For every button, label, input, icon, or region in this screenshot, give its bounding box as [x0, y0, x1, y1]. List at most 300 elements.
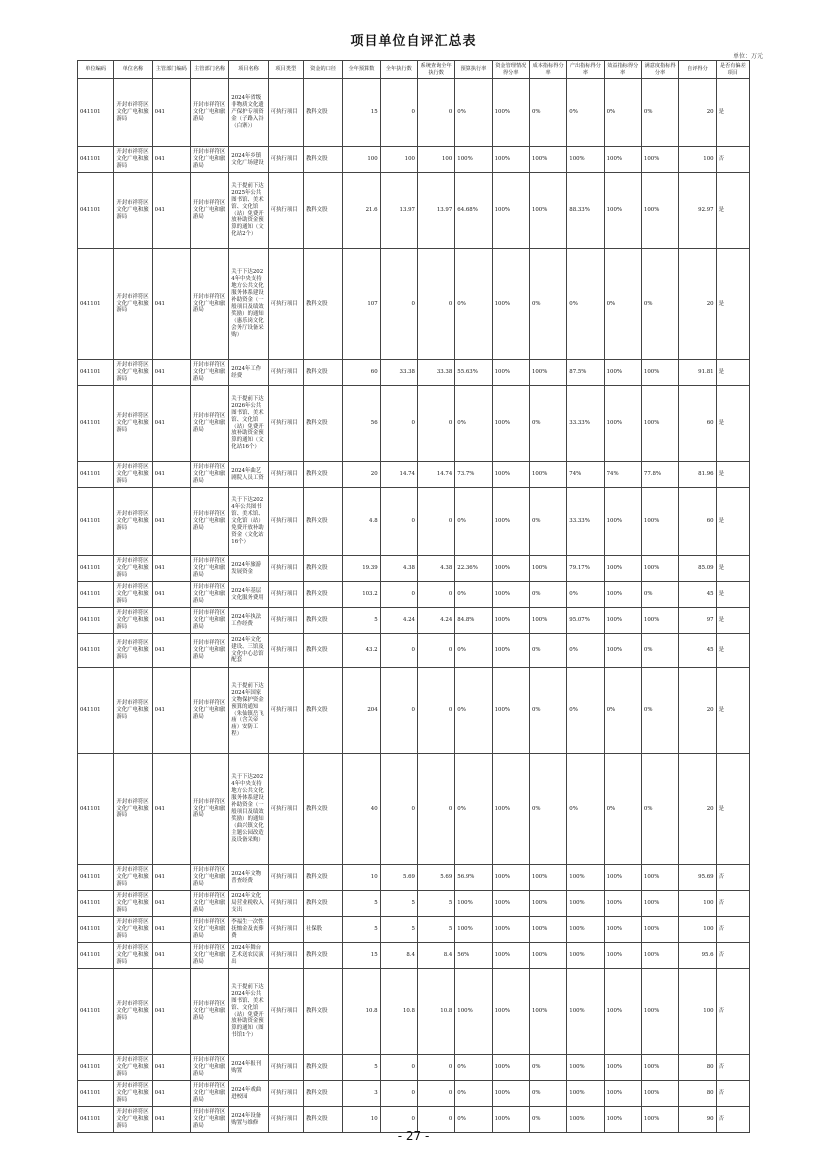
cell-deviation-flag: 是	[716, 754, 749, 865]
cell-dept-name: 开封市祥符区文化广电和旅游局	[190, 556, 228, 582]
cell-cost-rate: 0%	[529, 634, 566, 668]
cell-system-executed: 0	[417, 668, 454, 754]
cell-output-rate: 100%	[567, 917, 604, 943]
cell-benefit-rate: 100%	[604, 608, 641, 634]
cell-unit-name: 开封市祥符区文化广电和旅游局	[114, 634, 152, 668]
cell-dept-name: 开封市祥符区文化广电和旅游局	[190, 386, 228, 462]
cell-fund-scope: 教科文股	[303, 668, 342, 754]
cell-deviation-flag: 是	[716, 488, 749, 556]
cell-execution-rate: 0%	[455, 488, 492, 556]
cell-fund-mgmt-rate: 100%	[492, 488, 529, 556]
table-row	[78, 668, 750, 754]
cell-project-type: 可执行项目	[268, 582, 303, 608]
cell-project-type: 可执行项目	[268, 1055, 303, 1081]
cell-project-name: 李福生一次性抚恤金及丧葬费	[229, 917, 268, 943]
cell-dept-code: 041	[152, 634, 190, 668]
cell-annual-executed: 100	[380, 147, 417, 173]
cell-unit-code: 041101	[78, 79, 114, 147]
cell-deviation-flag: 是	[716, 79, 749, 147]
cell-fund-scope: 教科文股	[303, 608, 342, 634]
cell-unit-code: 041101	[78, 608, 114, 634]
cell-self-score: 95.6	[679, 943, 716, 969]
cell-unit-code: 041101	[78, 634, 114, 668]
cell-project-name: 关于下达2024年中央支持地方公共文化服务体系建设补助资金（一般项目及绩效奖励）的通知（曲兴镇文化主题公园改造及设备采购）	[229, 754, 268, 865]
cell-deviation-flag: 是	[716, 608, 749, 634]
cell-fund-mgmt-rate: 100%	[492, 917, 529, 943]
cell-annual-executed: 4.24	[380, 608, 417, 634]
cell-dept-name: 开封市祥符区文化广电和旅游局	[190, 943, 228, 969]
cell-execution-rate: 0%	[455, 249, 492, 360]
cell-unit-code: 041101	[78, 386, 114, 462]
cell-dept-code: 041	[152, 488, 190, 556]
cell-system-executed: 33.38	[417, 360, 454, 386]
cell-deviation-flag: 否	[716, 969, 749, 1055]
cell-self-score: 95.69	[679, 865, 716, 891]
header-project-name: 项目名称	[229, 61, 268, 79]
cell-fund-scope: 教科文股	[303, 556, 342, 582]
cell-unit-name: 开封市祥符区文化广电和旅游局	[114, 891, 152, 917]
cell-satisfaction-rate: 100%	[641, 556, 678, 582]
cell-output-rate: 33.33%	[567, 386, 604, 462]
cell-dept-code: 041	[152, 891, 190, 917]
cell-deviation-flag: 否	[716, 917, 749, 943]
cell-project-type: 可执行项目	[268, 943, 303, 969]
cell-annual-executed: 0	[380, 488, 417, 556]
table-row	[78, 969, 750, 1055]
cell-system-executed: 5.69	[417, 865, 454, 891]
cell-system-executed: 4.38	[417, 556, 454, 582]
cell-annual-executed: 0	[380, 582, 417, 608]
cell-fund-scope: 教科文股	[303, 969, 342, 1055]
cell-unit-name: 开封市祥符区文化广电和旅游局	[114, 386, 152, 462]
cell-annual-budget: 10.8	[343, 969, 380, 1055]
cell-unit-code: 041101	[78, 1107, 114, 1133]
cell-benefit-rate: 100%	[604, 360, 641, 386]
cell-benefit-rate: 100%	[604, 488, 641, 556]
cell-dept-code: 041	[152, 943, 190, 969]
cell-dept-name: 开封市祥符区文化广电和旅游局	[190, 969, 228, 1055]
cell-unit-name: 开封市祥符区文化广电和旅游局	[114, 147, 152, 173]
cell-system-executed: 5	[417, 917, 454, 943]
cell-self-score: 91.81	[679, 360, 716, 386]
cell-execution-rate: 0%	[455, 634, 492, 668]
cell-project-name: 2024年省级非物质文化遗产保护专项资金（子路入谷（白寨））	[229, 79, 268, 147]
table-row	[78, 1081, 750, 1107]
cell-annual-executed: 0	[380, 79, 417, 147]
cell-dept-code: 041	[152, 462, 190, 488]
cell-unit-name: 开封市祥符区文化广电和旅游局	[114, 943, 152, 969]
cell-project-name: 2024年乡镇文化广场建设	[229, 147, 268, 173]
cell-project-name: 2024年文化局营业税收入支出	[229, 891, 268, 917]
cell-execution-rate: 0%	[455, 386, 492, 462]
cell-project-type: 可执行项目	[268, 249, 303, 360]
cell-self-score: 92.97	[679, 173, 716, 249]
cell-dept-name: 开封市祥符区文化广电和旅游局	[190, 488, 228, 556]
cell-system-executed: 4.24	[417, 608, 454, 634]
unit-note: 单位：万元	[732, 53, 763, 60]
cell-cost-rate: 0%	[529, 754, 566, 865]
cell-project-type: 可执行项目	[268, 386, 303, 462]
cell-output-rate: 87.5%	[567, 360, 604, 386]
cell-cost-rate: 0%	[529, 249, 566, 360]
cell-self-score: 60	[679, 488, 716, 556]
cell-execution-rate: 100%	[455, 891, 492, 917]
cell-system-executed: 8.4	[417, 943, 454, 969]
cell-dept-code: 041	[152, 360, 190, 386]
cell-execution-rate: 100%	[455, 969, 492, 1055]
cell-system-executed: 0	[417, 1107, 454, 1133]
table-row	[78, 386, 750, 462]
cell-fund-scope: 社保股	[303, 917, 342, 943]
table-row	[78, 1055, 750, 1081]
cell-project-type: 可执行项目	[268, 1107, 303, 1133]
cell-cost-rate: 0%	[529, 1055, 566, 1081]
cell-deviation-flag: 是	[716, 668, 749, 754]
header-unit-name: 单位名称	[114, 61, 152, 79]
cell-satisfaction-rate: 0%	[641, 79, 678, 147]
cell-output-rate: 100%	[567, 147, 604, 173]
cell-unit-name: 开封市祥符区文化广电和旅游局	[114, 969, 152, 1055]
header-output-rate: 产出指标得分率	[567, 61, 604, 79]
cell-output-rate: 88.33%	[567, 173, 604, 249]
cell-project-name: 2024年报刊购置	[229, 1055, 268, 1081]
cell-unit-code: 041101	[78, 943, 114, 969]
cell-project-type: 可执行项目	[268, 668, 303, 754]
cell-dept-code: 041	[152, 173, 190, 249]
cell-annual-budget: 43.2	[343, 634, 380, 668]
cell-deviation-flag: 是	[716, 634, 749, 668]
cell-output-rate: 100%	[567, 943, 604, 969]
cell-fund-mgmt-rate: 100%	[492, 969, 529, 1055]
cell-fund-scope: 教科文股	[303, 582, 342, 608]
cell-project-type: 可执行项目	[268, 891, 303, 917]
cell-benefit-rate: 100%	[604, 1081, 641, 1107]
cell-dept-code: 041	[152, 917, 190, 943]
cell-cost-rate: 0%	[529, 1107, 566, 1133]
cell-dept-code: 041	[152, 249, 190, 360]
cell-execution-rate: 0%	[455, 1055, 492, 1081]
cell-fund-mgmt-rate: 100%	[492, 582, 529, 608]
cell-fund-mgmt-rate: 100%	[492, 754, 529, 865]
cell-dept-name: 开封市祥符区文化广电和旅游局	[190, 173, 228, 249]
cell-dept-name: 开封市祥符区文化广电和旅游局	[190, 462, 228, 488]
cell-output-rate: 0%	[567, 582, 604, 608]
cell-satisfaction-rate: 100%	[641, 173, 678, 249]
cell-system-executed: 0	[417, 1081, 454, 1107]
cell-annual-budget: 40	[343, 754, 380, 865]
cell-project-type: 可执行项目	[268, 754, 303, 865]
cell-output-rate: 95.07%	[567, 608, 604, 634]
cell-self-score: 80	[679, 1081, 716, 1107]
cell-benefit-rate: 100%	[604, 1055, 641, 1081]
cell-annual-executed: 5	[380, 891, 417, 917]
cell-dept-code: 041	[152, 1107, 190, 1133]
cell-fund-mgmt-rate: 100%	[492, 943, 529, 969]
cell-fund-mgmt-rate: 100%	[492, 249, 529, 360]
cell-annual-executed: 10.8	[380, 969, 417, 1055]
cell-project-name: 关于提前下达2024年公共图书馆、美术馆、文化馆（站）免费开放补助资金预算的通知（图书馆1个）	[229, 969, 268, 1055]
cell-dept-name: 开封市祥符区文化广电和旅游局	[190, 917, 228, 943]
header-benefit-rate: 效益指标得分率	[604, 61, 641, 79]
cell-system-executed: 0	[417, 1055, 454, 1081]
cell-annual-budget: 103.2	[343, 582, 380, 608]
cell-dept-code: 041	[152, 582, 190, 608]
table-row	[78, 147, 750, 173]
cell-satisfaction-rate: 100%	[641, 386, 678, 462]
cell-execution-rate: 0%	[455, 79, 492, 147]
cell-execution-rate: 84.8%	[455, 608, 492, 634]
cell-cost-rate: 100%	[529, 891, 566, 917]
cell-annual-executed: 5.69	[380, 865, 417, 891]
cell-self-score: 20	[679, 668, 716, 754]
cell-output-rate: 33.33%	[567, 488, 604, 556]
cell-deviation-flag: 是	[716, 173, 749, 249]
header-annual-executed: 全年执行数	[380, 61, 417, 79]
cell-fund-scope: 教科文股	[303, 943, 342, 969]
table-row	[78, 891, 750, 917]
cell-cost-rate: 0%	[529, 582, 566, 608]
cell-cost-rate: 100%	[529, 943, 566, 969]
table-row	[78, 462, 750, 488]
cell-benefit-rate: 100%	[604, 943, 641, 969]
cell-output-rate: 100%	[567, 865, 604, 891]
cell-self-score: 20	[679, 79, 716, 147]
cell-fund-scope: 教科文股	[303, 147, 342, 173]
table-row	[78, 249, 750, 360]
cell-output-rate: 100%	[567, 1055, 604, 1081]
cell-output-rate: 74%	[567, 462, 604, 488]
cell-annual-executed: 0	[380, 754, 417, 865]
table-row	[78, 79, 750, 147]
header-row	[78, 61, 750, 79]
cell-benefit-rate: 100%	[604, 556, 641, 582]
cell-execution-rate: 56%	[455, 943, 492, 969]
cell-fund-mgmt-rate: 100%	[492, 173, 529, 249]
cell-dept-code: 041	[152, 386, 190, 462]
cell-benefit-rate: 100%	[604, 969, 641, 1055]
cell-deviation-flag: 是	[716, 386, 749, 462]
cell-cost-rate: 0%	[529, 79, 566, 147]
cell-annual-budget: 10	[343, 865, 380, 891]
cell-cost-rate: 100%	[529, 556, 566, 582]
cell-execution-rate: 0%	[455, 582, 492, 608]
header-dept-name: 主管部门名称	[190, 61, 228, 79]
cell-project-type: 可执行项目	[268, 147, 303, 173]
cell-self-score: 100	[679, 917, 716, 943]
cell-unit-name: 开封市祥符区文化广电和旅游局	[114, 173, 152, 249]
cell-fund-mgmt-rate: 100%	[492, 668, 529, 754]
table-row	[78, 865, 750, 891]
cell-satisfaction-rate: 100%	[641, 891, 678, 917]
cell-fund-scope: 教科文股	[303, 173, 342, 249]
cell-annual-budget: 204	[343, 668, 380, 754]
cell-annual-budget: 15	[343, 79, 380, 147]
cell-dept-name: 开封市祥符区文化广电和旅游局	[190, 1081, 228, 1107]
cell-fund-scope: 教科文股	[303, 891, 342, 917]
cell-dept-code: 041	[152, 865, 190, 891]
cell-benefit-rate: 100%	[604, 386, 641, 462]
cell-fund-scope: 教科文股	[303, 249, 342, 360]
cell-self-score: 60	[679, 386, 716, 462]
cell-fund-mgmt-rate: 100%	[492, 386, 529, 462]
cell-unit-code: 041101	[78, 249, 114, 360]
cell-output-rate: 100%	[567, 969, 604, 1055]
cell-project-name: 关于下达2024年公共图书馆、美术馆、文化馆（站）免费开放补助资金（文化站16个）	[229, 488, 268, 556]
cell-satisfaction-rate: 100%	[641, 488, 678, 556]
cell-project-type: 可执行项目	[268, 556, 303, 582]
header-project-type: 项目类型	[268, 61, 303, 79]
header-annual-budget: 全年预算数	[343, 61, 380, 79]
cell-self-score: 20	[679, 754, 716, 865]
cell-project-name: 关于提前下达2026年公共图书馆、美术馆、文化馆（站）免费开放补助资金预算的通知（文化站16个）	[229, 386, 268, 462]
cell-benefit-rate: 0%	[604, 79, 641, 147]
header-unit-code: 单位编码	[78, 61, 114, 79]
cell-fund-mgmt-rate: 100%	[492, 1107, 529, 1133]
cell-execution-rate: 100%	[455, 917, 492, 943]
cell-fund-scope: 教科文股	[303, 865, 342, 891]
cell-cost-rate: 0%	[529, 1081, 566, 1107]
cell-project-type: 可执行项目	[268, 360, 303, 386]
cell-self-score: 100	[679, 969, 716, 1055]
cell-dept-name: 开封市祥符区文化广电和旅游局	[190, 79, 228, 147]
cell-dept-name: 开封市祥符区文化广电和旅游局	[190, 147, 228, 173]
cell-project-name: 2024年基层文化服务费用	[229, 582, 268, 608]
table-row	[78, 943, 750, 969]
cell-fund-mgmt-rate: 100%	[492, 1055, 529, 1081]
cell-dept-name: 开封市祥符区文化广电和旅游局	[190, 1107, 228, 1133]
cell-cost-rate: 100%	[529, 360, 566, 386]
cell-satisfaction-rate: 100%	[641, 360, 678, 386]
cell-unit-code: 041101	[78, 891, 114, 917]
cell-fund-mgmt-rate: 100%	[492, 608, 529, 634]
cell-project-type: 可执行项目	[268, 969, 303, 1055]
cell-fund-scope: 教科文股	[303, 1107, 342, 1133]
cell-annual-executed: 5	[380, 917, 417, 943]
cell-system-executed: 5	[417, 891, 454, 917]
cell-annual-executed: 4.38	[380, 556, 417, 582]
cell-deviation-flag: 是	[716, 556, 749, 582]
cell-unit-code: 041101	[78, 173, 114, 249]
cell-dept-name: 开封市祥符区文化广电和旅游局	[190, 1055, 228, 1081]
cell-unit-name: 开封市祥符区文化广电和旅游局	[114, 1081, 152, 1107]
cell-dept-code: 041	[152, 969, 190, 1055]
cell-project-name: 关于提前下达2025年公共图书馆、美术馆、文化馆（站）免费开放补助资金预算的通知（文化站2个）	[229, 173, 268, 249]
cell-fund-scope: 教科文股	[303, 488, 342, 556]
cell-annual-executed: 0	[380, 1081, 417, 1107]
cell-benefit-rate: 100%	[604, 147, 641, 173]
cell-unit-name: 开封市祥符区文化广电和旅游局	[114, 556, 152, 582]
cell-unit-code: 041101	[78, 360, 114, 386]
cell-execution-rate: 55.63%	[455, 360, 492, 386]
table-row	[78, 556, 750, 582]
cell-unit-code: 041101	[78, 147, 114, 173]
cell-deviation-flag: 是	[716, 462, 749, 488]
cell-satisfaction-rate: 100%	[641, 147, 678, 173]
header-execution-rate: 预算执行率	[455, 61, 492, 79]
cell-deviation-flag: 否	[716, 1055, 749, 1081]
cell-project-name: 2024年文物普查经费	[229, 865, 268, 891]
cell-cost-rate: 100%	[529, 917, 566, 943]
cell-annual-executed: 0	[380, 1055, 417, 1081]
cell-unit-name: 开封市祥符区文化广电和旅游局	[114, 462, 152, 488]
cell-cost-rate: 100%	[529, 865, 566, 891]
cell-satisfaction-rate: 0%	[641, 668, 678, 754]
cell-project-type: 可执行项目	[268, 1081, 303, 1107]
cell-satisfaction-rate: 100%	[641, 608, 678, 634]
cell-project-type: 可执行项目	[268, 917, 303, 943]
header-dept-code: 主管部门编码	[152, 61, 190, 79]
cell-unit-name: 开封市祥符区文化广电和旅游局	[114, 582, 152, 608]
cell-fund-scope: 教科文股	[303, 462, 342, 488]
cell-system-executed: 14.74	[417, 462, 454, 488]
cell-output-rate: 0%	[567, 668, 604, 754]
cell-dept-name: 开封市祥符区文化广电和旅游局	[190, 582, 228, 608]
cell-unit-code: 041101	[78, 1081, 114, 1107]
cell-deviation-flag: 否	[716, 891, 749, 917]
cell-satisfaction-rate: 0%	[641, 249, 678, 360]
cell-cost-rate: 100%	[529, 147, 566, 173]
cell-unit-name: 开封市祥符区文化广电和旅游局	[114, 668, 152, 754]
cell-annual-budget: 21.6	[343, 173, 380, 249]
cell-self-score: 85.09	[679, 556, 716, 582]
cell-dept-code: 041	[152, 668, 190, 754]
cell-system-executed: 13.97	[417, 173, 454, 249]
cell-benefit-rate: 100%	[604, 891, 641, 917]
cell-dept-name: 开封市祥符区文化广电和旅游局	[190, 891, 228, 917]
cell-system-executed: 0	[417, 249, 454, 360]
cell-benefit-rate: 100%	[604, 173, 641, 249]
cell-output-rate: 79.17%	[567, 556, 604, 582]
cell-annual-executed: 8.4	[380, 943, 417, 969]
cell-deviation-flag: 是	[716, 360, 749, 386]
cell-deviation-flag: 否	[716, 943, 749, 969]
cell-project-name: 2024年舞台艺术送农民演出	[229, 943, 268, 969]
cell-annual-budget: 56	[343, 386, 380, 462]
cell-project-type: 可执行项目	[268, 488, 303, 556]
cell-annual-budget: 5	[343, 917, 380, 943]
cell-project-name: 2024年执法工作经费	[229, 608, 268, 634]
table-row	[78, 173, 750, 249]
cell-execution-rate: 22.36%	[455, 556, 492, 582]
cell-self-score: 20	[679, 249, 716, 360]
cell-project-type: 可执行项目	[268, 865, 303, 891]
cell-satisfaction-rate: 77.8%	[641, 462, 678, 488]
cell-satisfaction-rate: 0%	[641, 634, 678, 668]
table-body	[78, 79, 750, 1133]
cell-unit-name: 开封市祥符区文化广电和旅游局	[114, 608, 152, 634]
cell-benefit-rate: 0%	[604, 754, 641, 865]
cell-dept-name: 开封市祥符区文化广电和旅游局	[190, 754, 228, 865]
cell-output-rate: 100%	[567, 1107, 604, 1133]
cell-unit-code: 041101	[78, 582, 114, 608]
cell-fund-scope: 教科文股	[303, 754, 342, 865]
cell-benefit-rate: 100%	[604, 1107, 641, 1133]
cell-output-rate: 0%	[567, 249, 604, 360]
cell-project-type: 可执行项目	[268, 173, 303, 249]
cell-unit-code: 041101	[78, 917, 114, 943]
cell-project-type: 可执行项目	[268, 634, 303, 668]
cell-output-rate: 0%	[567, 754, 604, 865]
page-title: 项目单位自评汇总表	[350, 34, 477, 49]
cell-dept-code: 041	[152, 79, 190, 147]
cell-execution-rate: 0%	[455, 1107, 492, 1133]
cell-system-executed: 0	[417, 79, 454, 147]
cell-fund-mgmt-rate: 100%	[492, 865, 529, 891]
cell-annual-executed: 33.38	[380, 360, 417, 386]
cell-annual-budget: 5	[343, 608, 380, 634]
cell-unit-code: 041101	[78, 969, 114, 1055]
cell-unit-name: 开封市祥符区文化广电和旅游局	[114, 917, 152, 943]
